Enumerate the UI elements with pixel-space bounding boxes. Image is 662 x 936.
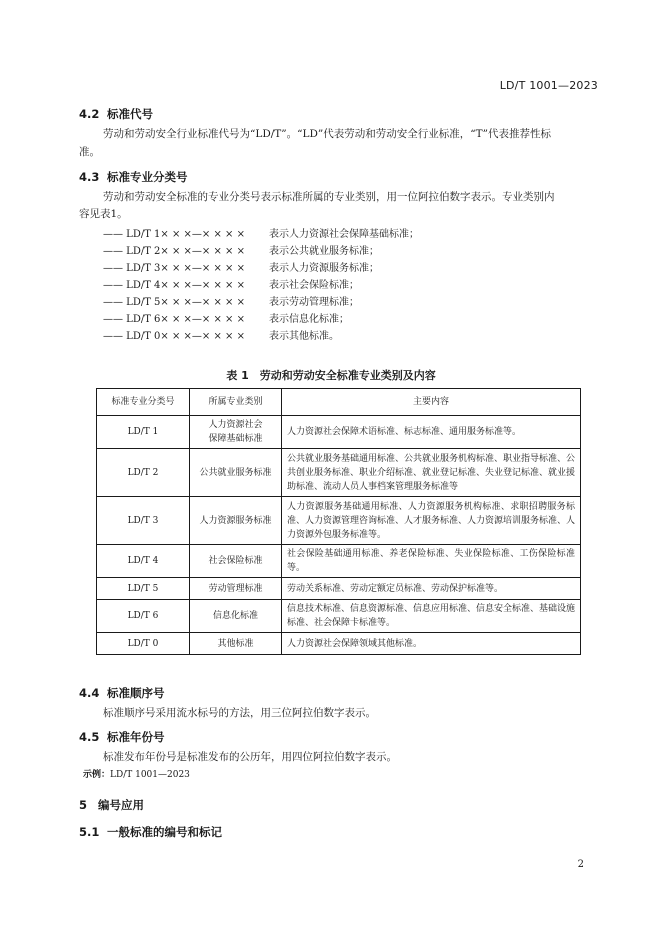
list-item-code: —— LD/T 0× × ×—× × × × — [103, 331, 245, 342]
example-label: 示例： — [83, 770, 111, 780]
section-number: 4.3 — [79, 170, 100, 184]
list-item — [103, 277, 419, 294]
classification-code-list — [103, 226, 419, 345]
list-item-code: —— LD/T 1× × ×—× × × × — [103, 229, 245, 240]
table-row — [97, 545, 581, 578]
table-header-cell: 标准专业分类号 — [97, 389, 190, 416]
table-cell-code: LD/T 6 — [97, 600, 190, 633]
section-number: 4.2 — [79, 107, 100, 121]
list-item-desc: 表示公共就业服务标准； — [269, 246, 379, 257]
table-row — [97, 633, 581, 655]
table-cell-content: 公共就业服务基础通用标准、公共就业服务机构标准、职业指导标准、公共创业服务标准、职业介绍标准、就业登记标准、失业登记标准、就业援助标准、流动人员人事档案管理服务标准等 — [282, 449, 581, 497]
table-row — [97, 497, 581, 545]
section-title: 编号应用 — [98, 798, 144, 812]
list-item-code: —— LD/T 4× × ×—× × × × — [103, 280, 245, 291]
table-cell-category: 人力资源服务标准 — [190, 497, 282, 545]
table-cell-code: LD/T 2 — [97, 449, 190, 497]
document-code-header: LD/T 1001—2023 — [499, 79, 598, 92]
table-cell-content: 人力资源服务基础通用标准、人力资源服务机构标准、求职招聘服务标准、人力资源管理咨询标准、人才服务标准、人力资源培训服务标准、人力资源外包服务标准等。 — [282, 497, 581, 545]
section-title: 标准代号 — [107, 107, 153, 121]
table-header-row — [97, 389, 581, 416]
section-5-heading — [79, 797, 144, 813]
example-value: LD/T 1001—2023 — [110, 770, 190, 780]
table-cell-content: 社会保险基础通用标准、养老保险标准、失业保险标准、工伤保险标准等。 — [282, 545, 581, 578]
section-4-2-paragraph-line1: 劳动和劳动安全行业标准代号为“LD/T”。“LD”代表劳动和劳动安全行业标准，“T”代表推荐性标 — [103, 128, 552, 140]
table-header-cell: 所属专业类别 — [190, 389, 282, 416]
section-number: 5 — [79, 798, 88, 812]
table-cell-category: 公共就业服务标准 — [190, 449, 282, 497]
table-cell-code: LD/T 3 — [97, 497, 190, 545]
table-cell-content: 人力资源社会保障领域其他标准。 — [282, 633, 581, 655]
list-item-desc: 表示社会保险标准； — [269, 280, 359, 291]
list-item — [103, 260, 419, 277]
table-row — [97, 449, 581, 497]
list-item — [103, 243, 419, 260]
section-number: 5.1 — [79, 825, 100, 839]
list-item-code: —— LD/T 2× × ×—× × × × — [103, 246, 245, 257]
table-cell-content: 人力资源社会保障术语标准、标志标准、通用服务标准等。 — [282, 416, 581, 449]
table-header-cell: 主要内容 — [282, 389, 581, 416]
table-cell-category: 社会保险标准 — [190, 545, 282, 578]
section-4-2-paragraph-line2: 准。 — [79, 146, 100, 158]
table-cell-code: LD/T 1 — [97, 416, 190, 449]
table-cell-code: LD/T 4 — [97, 545, 190, 578]
category-line: 保障基础标准 — [208, 434, 263, 444]
table-cell-code: LD/T 0 — [97, 633, 190, 655]
example-line — [83, 767, 190, 780]
table-row — [97, 578, 581, 600]
section-title: 标准顺序号 — [107, 686, 165, 700]
list-item-desc: 表示劳动管理标准； — [269, 297, 359, 308]
list-item-desc: 表示信息化标准； — [269, 314, 349, 325]
section-4-3-heading — [79, 169, 188, 185]
page-number: 2 — [577, 859, 584, 870]
table-cell-category: 信息化标准 — [190, 600, 282, 633]
list-item — [103, 226, 419, 243]
table-cell-category: 其他标准 — [190, 633, 282, 655]
table-caption: 表 1 劳动和劳动安全标准专业类别及内容 — [226, 369, 436, 382]
table-cell-code: LD/T 5 — [97, 578, 190, 600]
section-4-4-heading — [79, 685, 165, 701]
table-cell-category — [190, 416, 282, 449]
list-item — [103, 311, 419, 328]
section-title: 一般标准的编号和标记 — [107, 825, 222, 839]
section-number: 4.5 — [79, 730, 100, 744]
category-line: 人力资源社会 — [208, 420, 263, 430]
list-item-code: —— LD/T 3× × ×—× × × × — [103, 263, 245, 274]
list-item-code: —— LD/T 5× × ×—× × × × — [103, 297, 245, 308]
list-item-desc: 表示其他标准。 — [269, 331, 339, 342]
section-4-3-paragraph-line2: 容见表1。 — [79, 208, 128, 220]
table-row — [97, 416, 581, 449]
section-title: 标准年份号 — [107, 730, 165, 744]
list-item-desc: 表示人力资源服务标准； — [269, 263, 379, 274]
section-4-5-heading — [79, 729, 165, 745]
section-4-2-heading — [79, 106, 153, 122]
section-4-5-paragraph: 标准发布年份号是标准发布的公历年，用四位阿拉伯数字表示。 — [103, 751, 397, 763]
table-cell-category: 劳动管理标准 — [190, 578, 282, 600]
table-cell-content: 劳动关系标准、劳动定额定员标准、劳动保护标准等。 — [282, 578, 581, 600]
section-4-3-paragraph-line1: 劳动和劳动安全标准的专业分类号表示标准所属的专业类别，用一位阿拉伯数字表示。专业类别内 — [103, 191, 555, 203]
list-item-code: —— LD/T 6× × ×—× × × × — [103, 314, 245, 325]
section-number: 4.4 — [79, 686, 100, 700]
list-item — [103, 328, 419, 345]
section-5-1-heading — [79, 824, 222, 840]
table-cell-content: 信息技术标准、信息资源标准、信息应用标准、信息安全标准、基础设施标准、社会保障卡标准等。 — [282, 600, 581, 633]
list-item-desc: 表示人力资源社会保障基础标准； — [269, 229, 419, 240]
table-row — [97, 600, 581, 633]
section-title: 标准专业分类号 — [107, 170, 188, 184]
section-4-4-paragraph: 标准顺序号采用流水标号的方法，用三位阿拉伯数字表示。 — [103, 707, 376, 719]
list-item — [103, 294, 419, 311]
standard-category-table — [96, 388, 581, 655]
